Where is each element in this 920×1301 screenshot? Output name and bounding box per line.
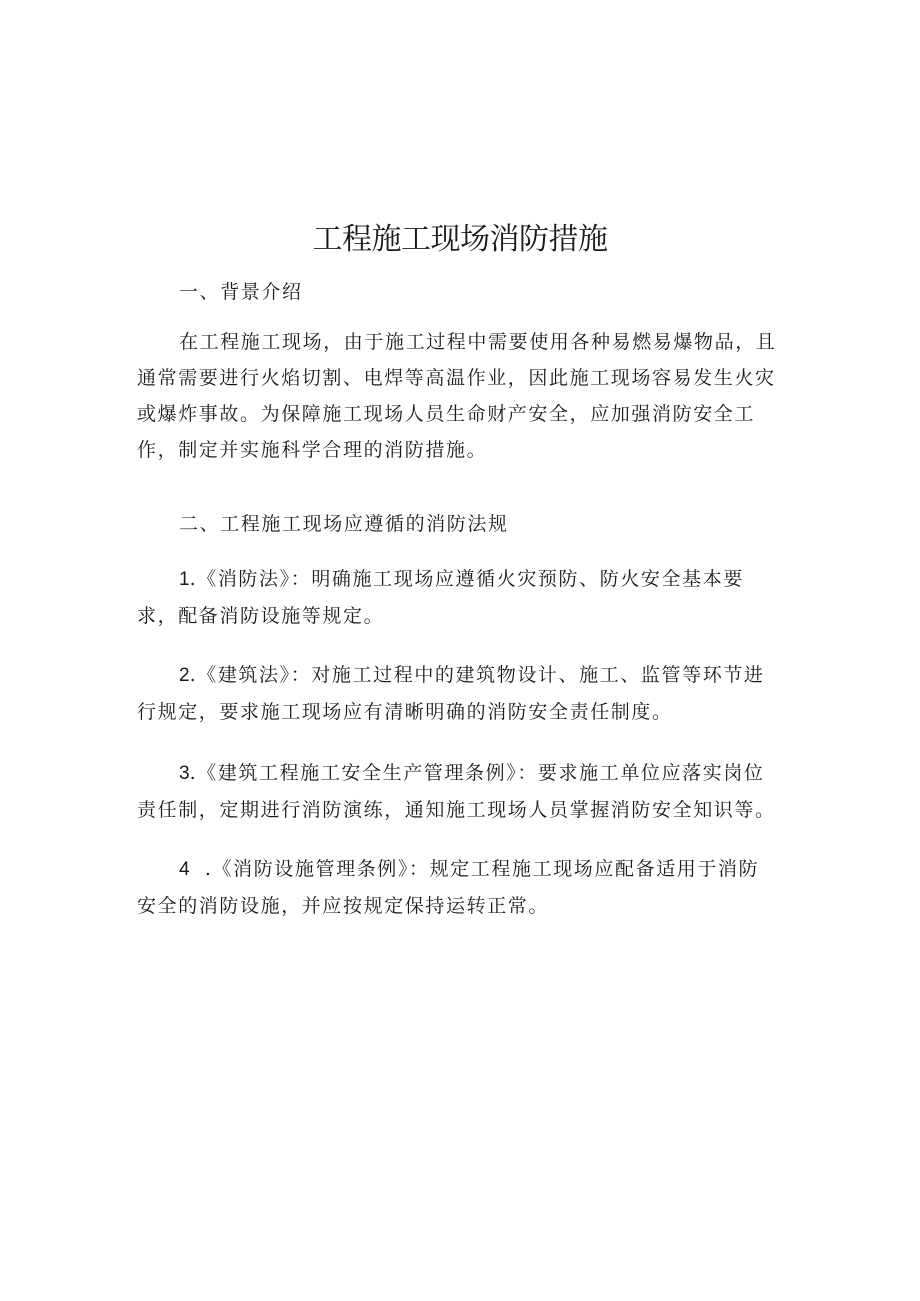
regulation-item-number: 1 xyxy=(179,569,190,590)
regulation-item-3 xyxy=(137,755,777,828)
regulation-item-1 xyxy=(137,561,777,634)
regulation-item-text: .《消防设施管理条例》：规定工程施工现场应配备适用于消防安全的消防设施，并应按规定保持运转正常。 xyxy=(137,858,760,917)
section-heading-regulations: 二、工程施工现场应遵循的消防法规 xyxy=(179,513,509,535)
regulation-item-number: 2 xyxy=(179,665,190,686)
regulation-item-4 xyxy=(137,851,777,924)
document-title: 工程施工现场消防措施 xyxy=(312,222,608,257)
background-paragraph: 在工程施工现场，由于施工过程中需要使用各种易燃易爆物品，且通常需要进行火焰切割、电焊等高温作业，因此施工现场容易发生火灾或爆炸事故。为保障施工现场人员生命财产安全，应加强消防安全工作，制定并实施科学合理的消防措施。 xyxy=(137,331,777,461)
regulation-item-2 xyxy=(137,657,777,730)
section-heading-background: 一、背景介绍 xyxy=(179,281,303,303)
regulation-item-text: .《建筑法》：对施工过程中的建筑物设计、施工、监管等环节进行规定，要求施工现场应有清晰明确的消防安全责任制度。 xyxy=(137,664,765,723)
regulation-item-text: .《建筑工程施工安全生产管理条例》：要求施工单位应落实岗位责任制，定期进行消防演练，通知施工现场人员掌握消防安全知识等。 xyxy=(137,762,776,821)
regulation-item-text: .《消防法》：明确施工现场应遵循火灾预防、防火安全基本要求，配备消防设施等规定。 xyxy=(137,568,744,627)
regulation-item-number: 4 xyxy=(179,859,190,880)
regulation-item-number: 3 xyxy=(179,763,190,784)
